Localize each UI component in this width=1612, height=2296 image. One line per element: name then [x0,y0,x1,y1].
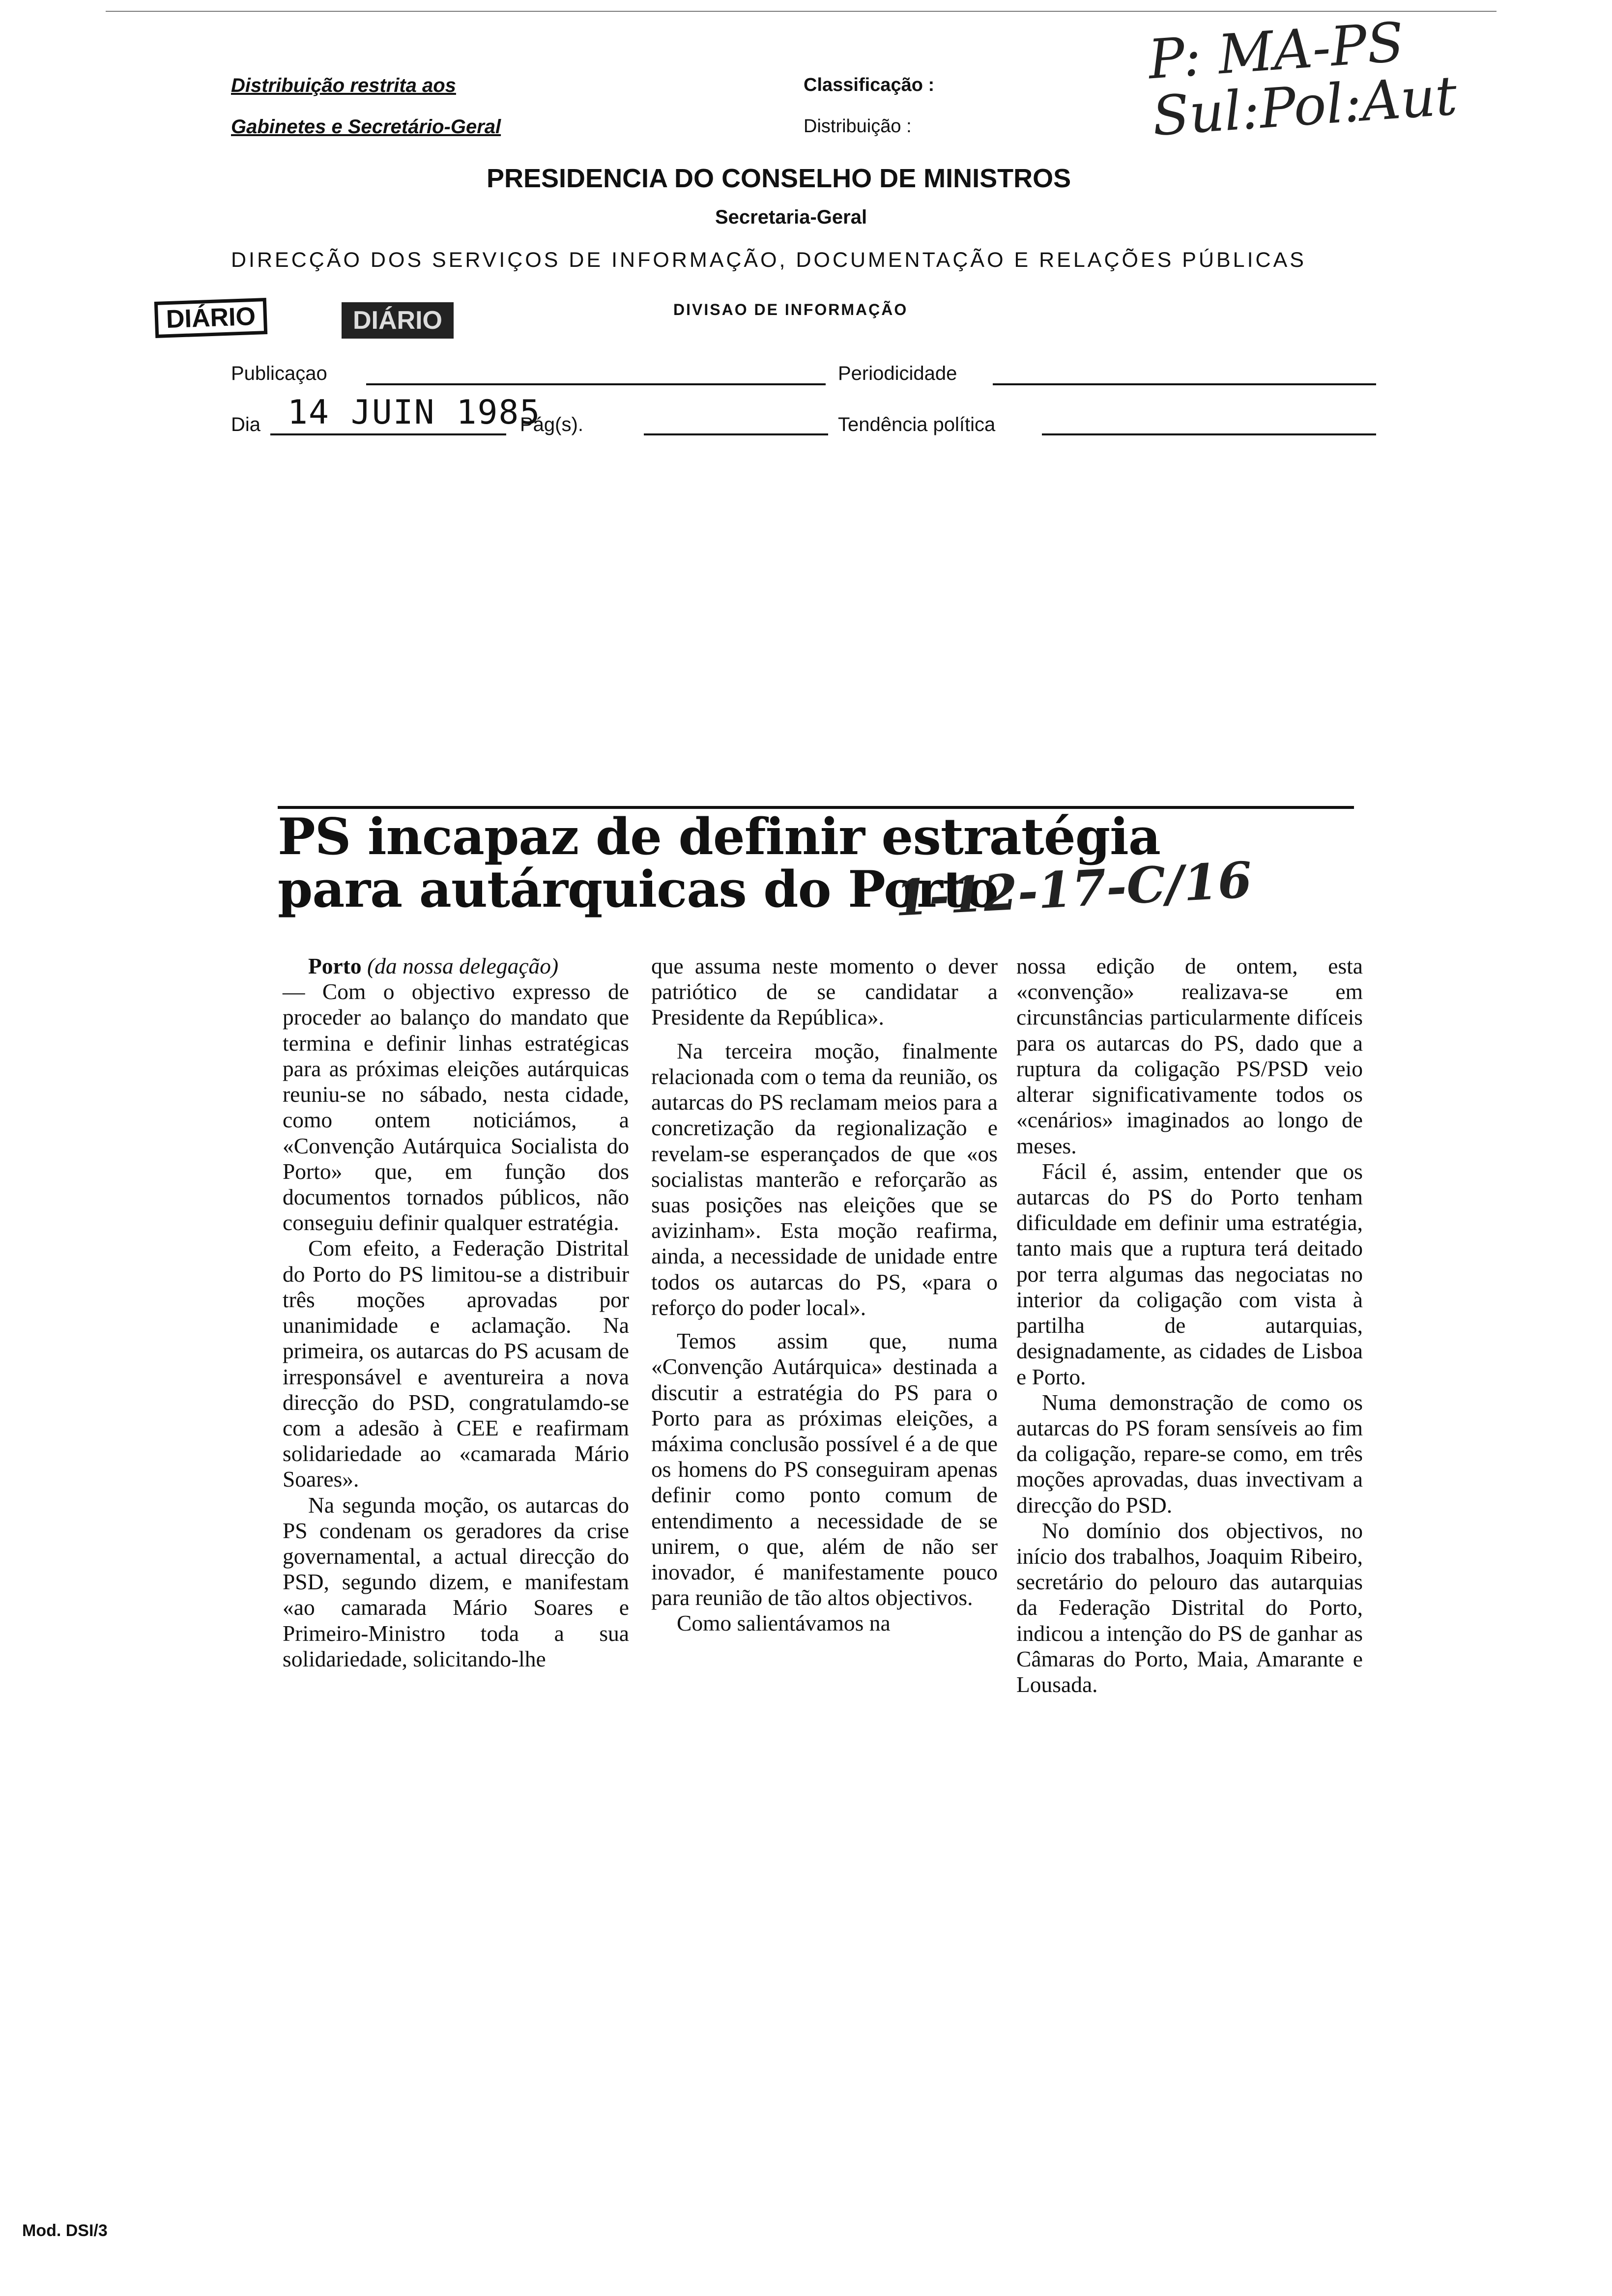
col1-paragraph-2: Com efeito, a Federação Distrital do Porto do PS limitou-se a distribuir três moções aprovadas por unanimidade e aclamação. Na primeira, os autarcas do PS acusam de irresponsável e aventureira a nova direcção do PSD, congratulamdo-se com a adesão à CEE e reafirmam solidariedade ao «camarada Mário Soares». [283,1235,629,1492]
col3-paragraph-3: Numa demonstração de como os autarcas do PS foram sensíveis ao fim da coligação, repare-se como, em três moções aprovadas, duas invectivam a direcção do PSD. [1016,1389,1363,1518]
diario-stamp-right: DIÁRIO [342,302,454,339]
col2-paragraph-2: Na terceira moção, finalmente relacionada com o tema da reunião, os autarcas do PS reclamam meios para a concretização da regionalização e revelam-se esperançados de que «os socialistas manterão e reforçarão as suas posições nas eleições que se avizinham». Esta moção reafirma, ainda, a necessidade de unidade entre todos os autarcas do PS, «para o reforço do poder local». [651,1038,998,1320]
distribution-restricted-line1: Distribuição restrita aos [231,75,456,96]
col2-paragraph-3: Temos assim que, numa «Convenção Autárquica» destinada a discutir a estratégia do PS para o Porto para as próximas eleições, a máxima conclusão possível é a de que os homens do PS conseguiram apenas definir como ponto comum de entendimento a necessidade de se unirem, o que, além de não ser inovador, é manifestamente pouco para reunião de tão altos objectivos. [651,1328,998,1610]
col3-paragraph-2: Fácil é, assim, entender que os autarcas do PS do Porto tenham dificuldade em definir uma estratégia, tanto mais que a ruptura terá deitado por terra algumas das negociatas no interior da coligação com vista à partilha de autarquias, designadamente, as cidades de Lisboa e Porto. [1016,1158,1363,1389]
distribution-restricted-line2: Gabinetes e Secretário-Geral [231,116,501,138]
byline-location: Porto [308,953,362,978]
day-underline [270,433,506,435]
col1-paragraph-3: Na segunda moção, os autarcas do PS condenam os geradores da crise governamental, a actual direcção do PSD, segundo dizem, e manifestam «ao camarada Mário Soares e Primeiro-Ministro toda a sua solidariedade, solicitando-lhe [283,1492,629,1671]
division-label: DIVISAO DE INFORMAÇÃO [673,301,908,318]
publication-label: Publicaçao [231,363,327,384]
periodicity-underline [993,383,1376,385]
tendency-underline [1042,433,1376,435]
periodicity-label: Periodicidade [838,363,957,384]
handwritten-reference: 1-12-17-C/16 [893,851,1254,927]
article-column-2 [651,953,998,1636]
classification-label: Classificação : [804,75,935,95]
col2-paragraph-1: que assuma neste momento o dever patriótico de se candidatar a Presidente da República». [651,953,998,1030]
directorate-line: DIRECÇÃO DOS SERVIÇOS DE INFORMAÇÃO, DOCUMENTAÇÃO E RELAÇÕES PÚBLICAS [231,248,1306,272]
byline-source: (da nossa delegação) [367,953,559,978]
col3-paragraph-4: No domínio dos objectivos, no início dos trabalhos, Joaquim Ribeiro, secretário do pelouro das autarquias da Federação Distrital do Porto, indicou a intenção do PS de ganhar as Câmaras do Porto, Maia, Amarante e Lousada. [1016,1518,1363,1697]
diario-stamp-left: DIÁRIO [154,298,267,338]
distribution-label: Distribuição : [804,116,912,137]
secretariat-subtitle: Secretaria-Geral [715,206,867,228]
headline-line1: PS incapaz de definir estratégia [278,807,1160,866]
col3-paragraph-1: nossa edição de ontem, esta «convenção» realizava-se em circunstâncias particularmente difíceis para os autarcas do PS, dado que a ruptura da coligação PS/PSD veio alterar significativamente todos os «cenários» imaginados ao longo de meses. [1016,953,1363,1158]
pages-label: Pág(s). [520,414,583,435]
col2-paragraph-4: Como salientávamos na [677,1610,891,1636]
headline-line2: para autárquicas do Porto [278,860,999,919]
presidency-title: PRESIDENCIA DO CONSELHO DE MINISTROS [487,164,1071,193]
col1-paragraph-1: — Com o objectivo expresso de proceder ao balanço do mandato que termina e definir linhas estratégicas para as próximas eleições autárquicas reuniu-se no sábado, nesta cidade, como ontem noticiámos, a «Convenção Autárquica Socialista do Porto» que, em função dos documentos tornados públicos, não conseguiu definir qualquer estratégia. [283,979,629,1235]
top-scan-line [106,11,1497,12]
day-stamp-value: 14 JUIN 1985 [288,393,541,432]
tendency-label: Tendência política [838,414,996,435]
article-byline [283,953,629,979]
article-column-3 [1016,953,1363,1697]
day-label: Dia [231,414,261,435]
handwritten-annotation: P: MA-PS Sul:Pol:Aut [1146,10,1459,148]
form-code: Mod. DSI/3 [22,2221,108,2240]
article-column-1 [283,953,629,1672]
publication-underline [366,383,826,385]
pages-underline [644,433,828,435]
